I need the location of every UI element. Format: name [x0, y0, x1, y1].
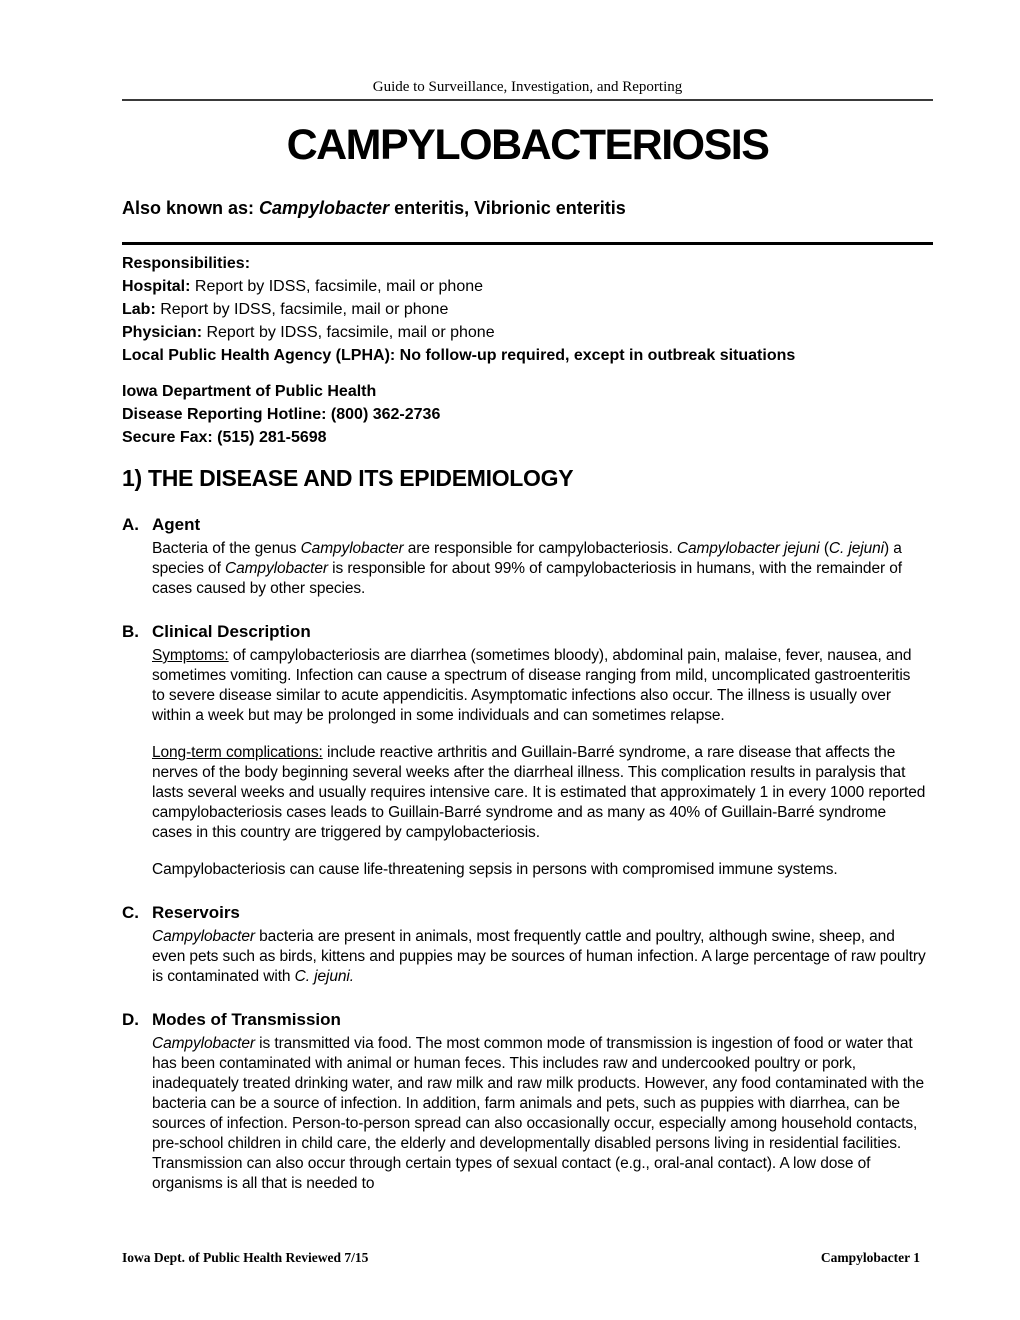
paragraph: Long-term complications: include reactive arthritis and Guillain-Barré syndrome, a rare disease that affects the nerves of the body beginning several weeks after the diarrheal illness. This complication results in paralysis that lasts several weeks and usually requires intensive care. It is estimated that approximately 1 in every 1000 reported campylobacteriosis cases leads to Guillain-Barré syndrome and as many as 40% of Guillain-Barré syndrome cases in this country are triggered by campylobacteriosis.: [152, 744, 926, 841]
subsection-letter: C.: [122, 903, 139, 922]
responsibilities-heading: Responsibilities:: [122, 255, 251, 272]
page-footer: [122, 1250, 920, 1266]
responsibility-item-physician: Physician: Report by IDSS, facsimile, mail or phone: [122, 324, 495, 341]
running-header-title: Guide to Surveillance, Investigation, and Reporting: [372, 79, 683, 95]
paragraph: Campylobacter is transmitted via food. The most common mode of transmission is ingestion of food or water that has been contaminated with animal or human feces. This includes raw and undercooked poultry or pork, inadequately treated drinking water, and raw milk and raw milk products. However, any food contaminated with the bacteria can be a source of infection. In addition, farm animals and pets, such as puppies with diarrhea, can be sources of infection. Person-to-person spread can also occasionally occur, especially among household contacts, pre-school children in child care, the elderly and developmentally disabled persons living in residential facilities. Transmission can also occur through certain types of sexual contact (e.g., oral-anal contact). A low dose of organisms is all that is needed to: [152, 1035, 924, 1192]
paragraph: Symptoms: of campylobacteriosis are diarrhea (sometimes bloody), abdominal pain, malaise, fever, nausea, and sometimes vomiting. Infection can cause a spectrum of disease ranging from mild, uncomplicated gastroenteritis to severe disease similar to acute appendicitis. Asymptomatic infections also occur. The illness is usually over within a week but may be prolonged in some individuals and can sometimes relapse.: [152, 647, 912, 724]
subsection-letter: D.: [122, 1010, 139, 1029]
paragraph: Campylobacter bacteria are present in animals, most frequently cattle and poultry, although swine, sheep, and even pets such as birds, kittens and puppies may be sources of human infection. A large percentage of raw poultry is contaminated with C. jejuni.: [152, 928, 926, 985]
responsibilities-section: [122, 252, 867, 367]
subsection-title: Modes of Transmission: [152, 1010, 341, 1029]
paragraph: Campylobacteriosis can cause life-threatening sepsis in persons with compromised immune systems.: [152, 861, 838, 878]
subsection-letter: B.: [122, 622, 139, 641]
also-known-as: Also known as: Campylobacter enteritis, Vibrionic enteritis: [122, 198, 626, 218]
subsection-clinical-description: [122, 621, 933, 880]
subsection-letter: A.: [122, 515, 139, 534]
section-divider: [122, 242, 933, 245]
contact-fax: Secure Fax: (515) 281-5698: [122, 429, 327, 446]
responsibility-item-hospital: Hospital: Report by IDSS, facsimile, mail or phone: [122, 278, 484, 295]
contact-hotline: Disease Reporting Hotline: (800) 362-2736: [122, 406, 441, 423]
contact-block: [122, 380, 933, 449]
footer-right: Campylobacter 1: [820, 1250, 920, 1265]
subsection-modes-of-transmission: [122, 1009, 933, 1194]
contact-department: Iowa Department of Public Health: [122, 383, 377, 400]
responsibility-item-lpha: Local Public Health Agency (LPHA): No follow-up required, except in outbreak situations: [122, 347, 796, 364]
subsection-title: Reservoirs: [152, 903, 240, 922]
subsection-title: Clinical Description: [152, 622, 311, 641]
footer-left: Iowa Dept. of Public Health Reviewed 7/15: [122, 1250, 369, 1265]
subsection-title: Agent: [152, 515, 201, 534]
section-1-heading: 1) THE DISEASE AND ITS EPIDEMIOLOGY: [122, 465, 574, 491]
paragraph: Bacteria of the genus Campylobacter are responsible for campylobacteriosis. Campylobacter jejuni (C. jejuni) a species of Campylobacter is responsible for about 99% of campylobacteriosis in humans, with the remainder of cases caused by other species.: [152, 540, 902, 597]
subsection-reservoirs: [122, 902, 933, 987]
page-title: CAMPYLOBACTERIOSIS: [286, 121, 769, 169]
running-header: [122, 0, 933, 101]
subsection-agent: [122, 514, 933, 599]
responsibility-item-lab: Lab: Report by IDSS, facsimile, mail or phone: [122, 301, 449, 318]
